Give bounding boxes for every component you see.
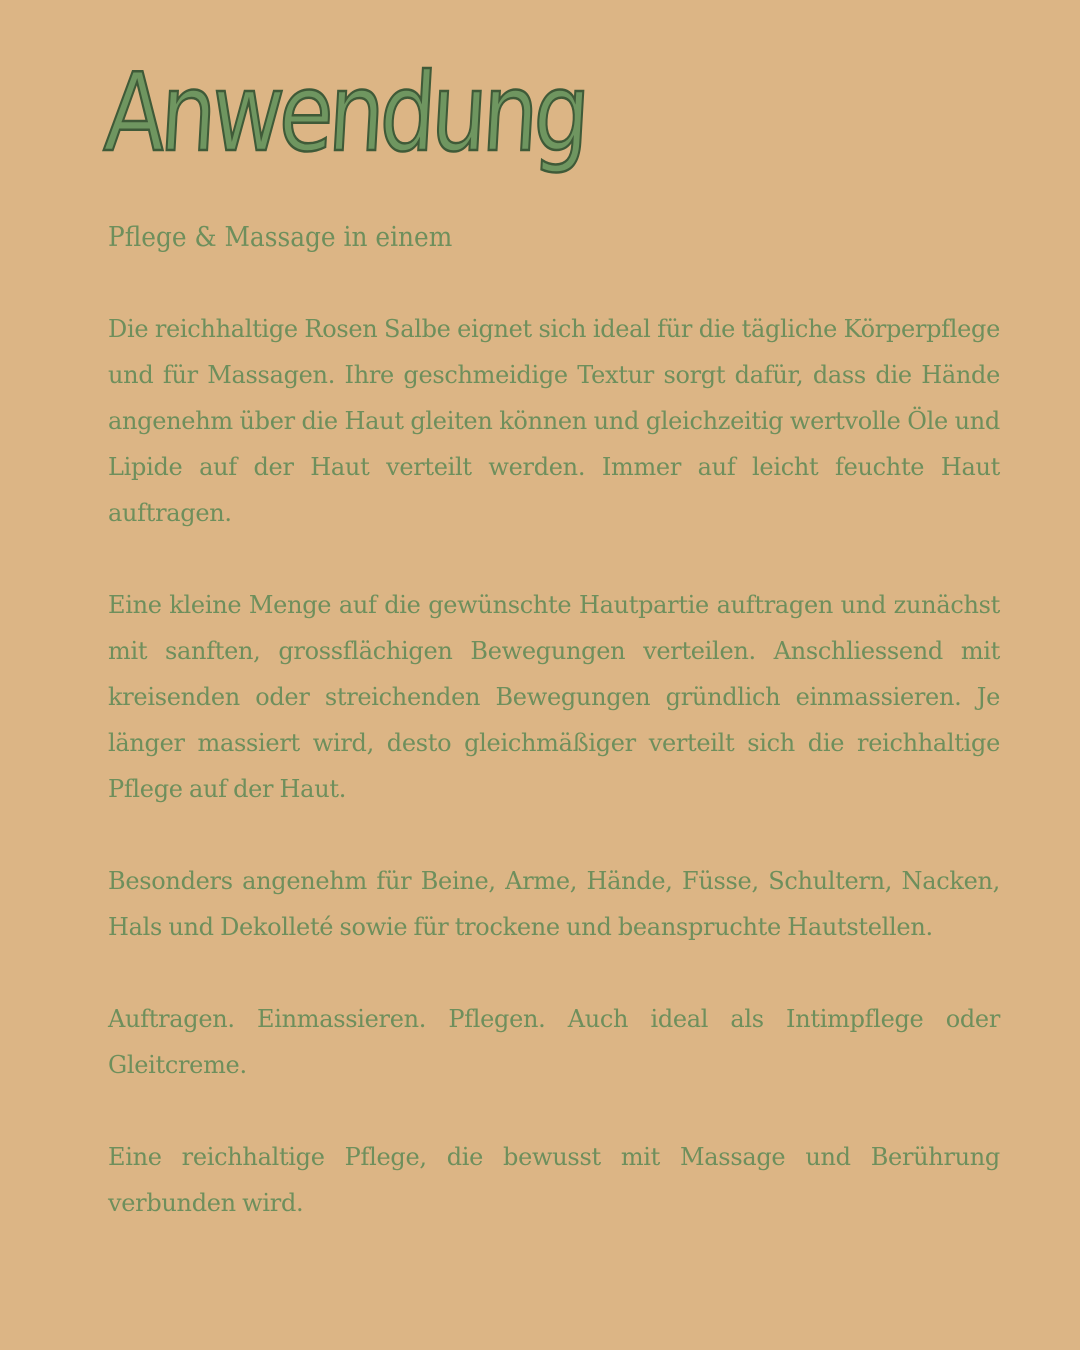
page-title: Anwendung	[101, 51, 589, 176]
body-text	[108, 306, 1000, 1272]
paragraph-summary: Auftragen. Einmassieren. Pflegen. Auch ideal als Intimpflege oder Gleitcreme.	[108, 1005, 1000, 1079]
page-subtitle: Pflege & Massage in einem	[108, 222, 453, 253]
paragraph-application: Eine kleine Menge auf die gewünschte Hautpartie auftragen und zunächst mit sanften, grossflächigen Bewegungen verteilen. Anschliessend mit kreisenden oder streichenden Bewegungen gründlich einmassieren. Je länger massiert wird, desto gleichmäßiger verteilt sich die reichhaltige Pflege auf der Haut.	[108, 591, 1000, 803]
paragraph-intro: Die reichhaltige Rosen Salbe eignet sich ideal für die tägliche Körperpflege und für Massagen. Ihre geschmeidige Textur sorgt dafür, dass die Hände angenehm über die Haut gleiten können und gleichzeitig wertvolle Öle und Lipide auf der Haut verteilt werden. Immer auf leicht feuchte Haut auftragen.	[108, 315, 1000, 527]
paragraph-closing: Eine reichhaltige Pflege, die bewusst mit Massage und Berührung verbunden wird.	[108, 1143, 1000, 1217]
paragraph-areas: Besonders angenehm für Beine, Arme, Hände, Füsse, Schultern, Nacken, Hals und Dekolleté sowie für trockene und beanspruchte Hautstellen.	[108, 867, 1000, 941]
